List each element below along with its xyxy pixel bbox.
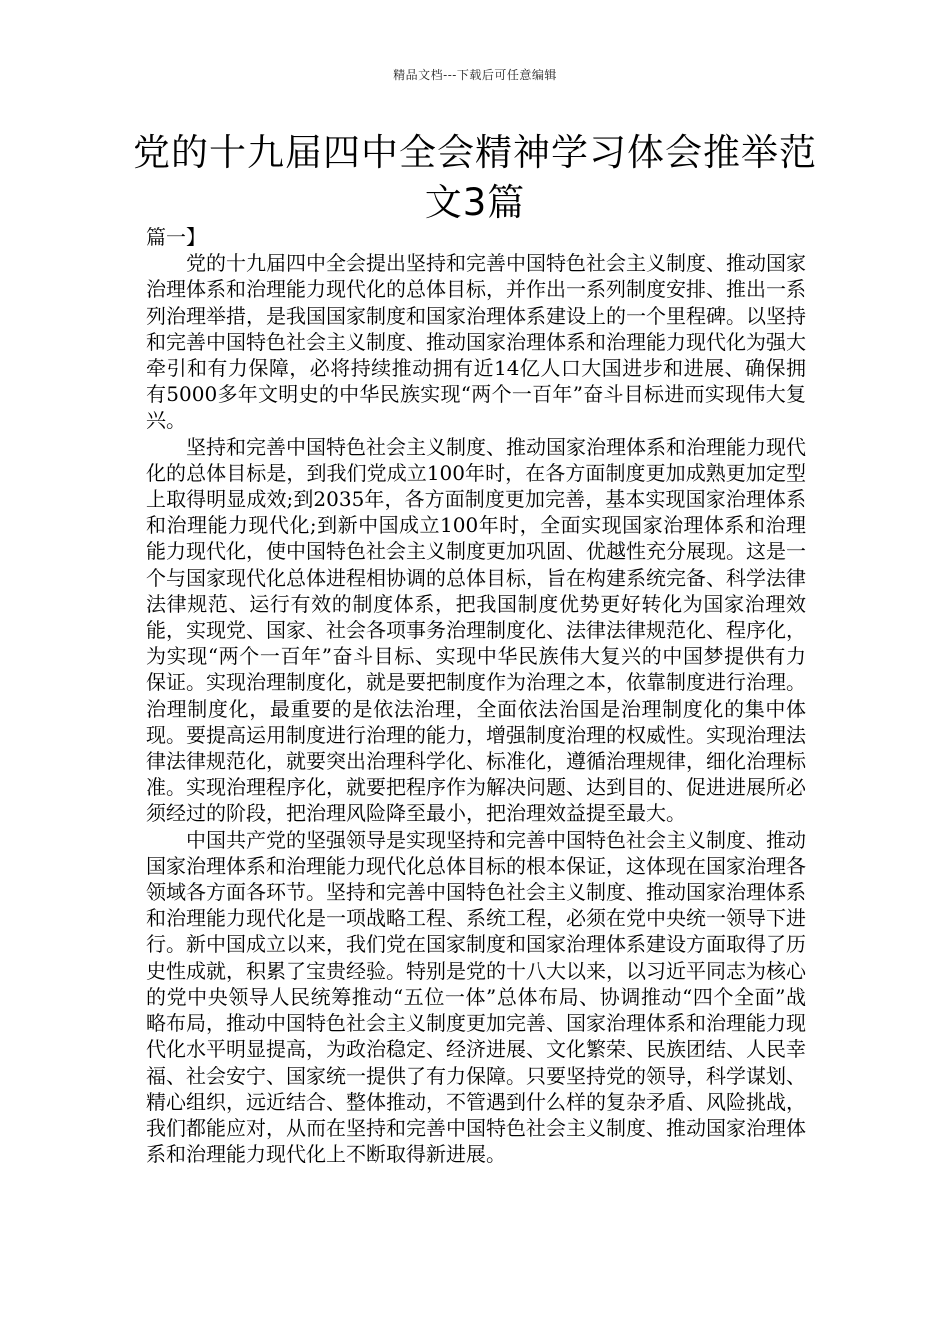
- paragraph-1: 党的十九届四中全会提出坚持和完善中国特色社会主义制度、推动国家治理体系和治理能力现代化的总体目标，并作出一系列制度安排、推出一系列治理举措，是我国国家制度和国家治理体系建设上的一个里程碑。以坚持和完善中国特色社会主义制度、推动国家治理体系和治理能力现代化为强大牵引和有力保障，必将持续推动拥有近14亿人口大国进步和进展、确保拥有5000多年文明史的中华民族实现“两个一百年”奋斗目标进而实现伟大复兴。: [146, 251, 806, 433]
- paragraph-3: 中国共产党的坚强领导是实现坚持和完善中国特色社会主义制度、推动国家治理体系和治理能力现代化总体目标的根本保证，这体现在国家治理各领域各方面各环节。坚持和完善中国特色社会主义制度、推动国家治理体系和治理能力现代化是一项战略工程、系统工程，必须在党中央统一领导下进行。新中国成立以来，我们党在国家制度和国家治理体系建设方面取得了历史性成就，积累了宝贵经验。特别是党的十八大以来，以习近平同志为核心的党中央领导人民统筹推动“五位一体”总体布局、协调推动“四个全面”战略布局，推动中国特色社会主义制度更加完善、国家治理体系和治理能力现代化水平明显提高，为政治稳定、经济进展、文化繁荣、民族团结、人民幸福、社会安宁、国家统一提供了有力保障。只要坚持党的领导，科学谋划、精心组织，远近结合、整体推动，不管遇到什么样的复杂矛盾、风险挑战，我们都能应对，从而在坚持和完善中国特色社会主义制度、推动国家治理体系和治理能力现代化上不断取得新进展。: [146, 827, 806, 1167]
- page-header: 精品文档---下载后可任意编辑: [393, 68, 557, 82]
- document-body: [146, 224, 806, 1167]
- paragraph-2: 坚持和完善中国特色社会主义制度、推动国家治理体系和治理能力现代化的总体目标是，到我们党成立100年时，在各方面制度更加成熟更加定型上取得明显成效;到2035年，各方面制度更加完善，基本实现国家治理体系和治理能力现代化;到新中国成立100年时，全面实现国家治理体系和治理能力现代化，使中国特色社会主义制度更加巩固、优越性充分展现。这是一个与国家现代化总体进程相协调的总体目标，旨在构建系统完备、科学法律法律规范、运行有效的制度体系，把我国制度优势更好转化为国家治理效能，实现党、国家、社会各项事务治理制度化、法律法律规范化、程序化，为实现“两个一百年”奋斗目标、实现中华民族伟大复兴的中国梦提供有力保证。实现治理制度化，就是要把制度作为治理之本，依靠制度进行治理。治理制度化，最重要的是依法治理，全面依法治国是治理制度化的集中体现。要提高运用制度进行治理的能力，增强制度治理的权威性。实现治理法律法律规范化，就要突出治理科学化、标准化，遵循治理规律，细化治理标准。实现治理程序化，就要把程序作为解决问题、达到目的、促进进展所必须经过的阶段，把治理风险降至最小，把治理效益提至最大。: [146, 434, 806, 826]
- section-label: 篇一】: [146, 225, 206, 249]
- document-title: 党的十九届四中全会精神学习体会推举范文3篇: [133, 131, 817, 224]
